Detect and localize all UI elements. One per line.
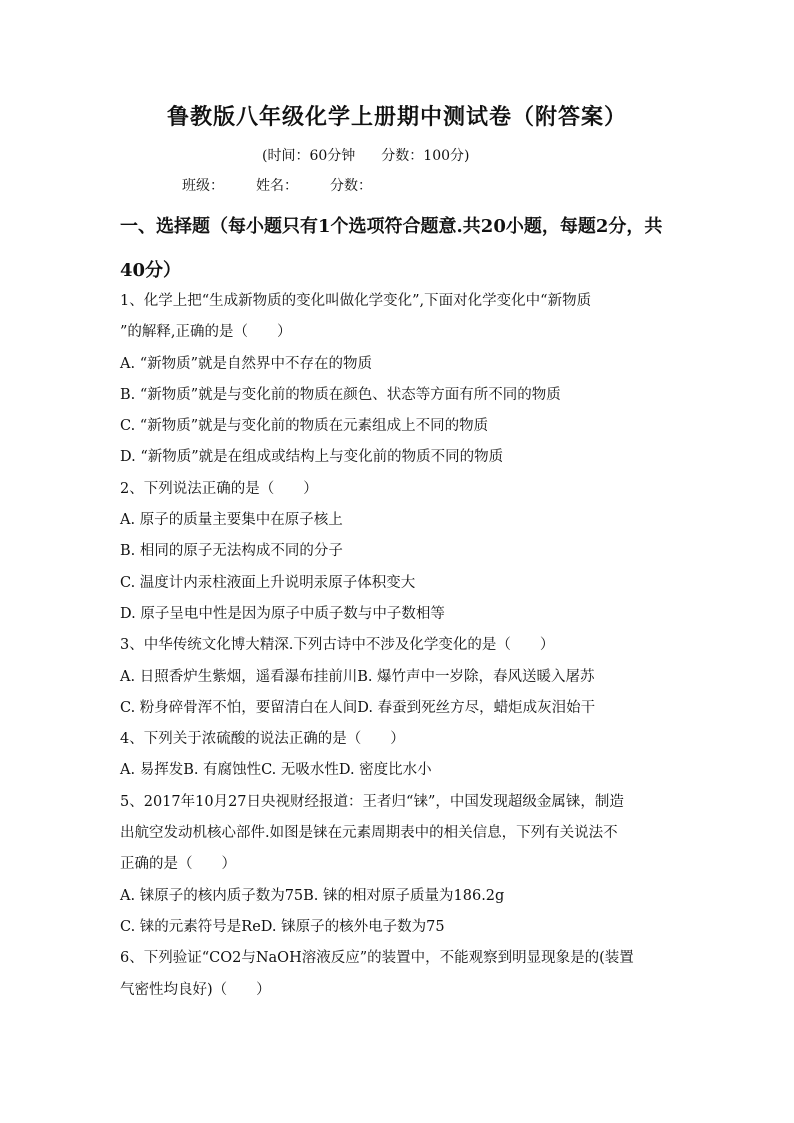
text-line: ”的解释,正确的是（ ） (120, 324, 292, 341)
time-limit: (时间：60分钟 (262, 148, 356, 164)
class-field: 班级： (182, 178, 224, 194)
section-heading: 一、选择题（每小题只有1个选项符合题意.共20小题，每题2分，共40分） (120, 216, 663, 281)
option-line: D. “新物质”就是在组成或结构上与变化前的物质不同的物质 (120, 449, 504, 466)
option-line: C. 温度计内汞柱液面上升说明汞原子体积变大 (120, 574, 416, 591)
option-line: D. 原子呈电中性是因为原子中质子数与中子数相等 (120, 605, 445, 622)
option-line: C. “新物质”就是与变化前的物质在元素组成上不同的物质 (120, 418, 489, 435)
score-field: 分数： (330, 178, 372, 194)
text-line: 6、下列验证“CO2与NaOH溶液反应”的装置中，不能观察到明显现象是的(装置 (120, 950, 634, 967)
text-line: 正确的是（ ） (120, 856, 236, 873)
total-score: 分数：100分) (381, 148, 470, 164)
page-title: 鲁教版八年级化学上册期中测试卷（附答案） (166, 104, 627, 130)
question-list (120, 286, 680, 1006)
option-line: A. 日照香炉生紫烟，遥看瀑布挂前川B. 爆竹声中一岁除，春风送暖入屠苏 (120, 668, 595, 685)
option-line: A. 铼原子的核内质子数为75B. 铼的相对原子质量为186.2g (120, 887, 505, 904)
option-line: A. 易挥发B. 有腐蚀性C. 无吸水性D. 密度比水小 (120, 762, 432, 779)
text-line: 气密性均良好)（ ） (120, 981, 271, 998)
text-line: 4、下列关于浓硫酸的说法正确的是（ ） (120, 731, 405, 748)
option-line: C. 铼的元素符号是ReD. 铼原子的核外电子数为75 (120, 918, 445, 935)
text-line: 3、中华传统文化博大精深.下列古诗中不涉及化学变化的是（ ） (120, 637, 555, 654)
option-line: B. “新物质”就是与变化前的物质在颜色、状态等方面有所不同的物质 (120, 386, 561, 403)
text-line: 2、下列说法正确的是（ ） (120, 480, 318, 497)
option-line: C. 粉身碎骨浑不怕，要留清白在人间D. 春蚕到死丝方尽，蜡炬成灰泪始干 (120, 699, 596, 716)
exam-meta (262, 145, 495, 165)
student-info (182, 175, 404, 195)
option-line: A. “新物质”就是自然界中不存在的物质 (120, 355, 373, 372)
text-line: 1、化学上把“生成新物质的变化叫做化学变化”,下面对化学变化中“新物质 (120, 293, 592, 309)
name-field: 姓名： (256, 178, 298, 194)
text-line: 出航空发动机核心部件.如图是铼在元素周期表中的相关信息，下列有关说法不 (120, 825, 618, 842)
option-line: A. 原子的质量主要集中在原子核上 (120, 512, 343, 529)
text-line: 5、2017年10月27日央视财经报道：王者归“铼”，中国发现超级金属铼，制造 (120, 793, 624, 810)
option-line: B. 相同的原子无法构成不同的分子 (120, 543, 343, 560)
